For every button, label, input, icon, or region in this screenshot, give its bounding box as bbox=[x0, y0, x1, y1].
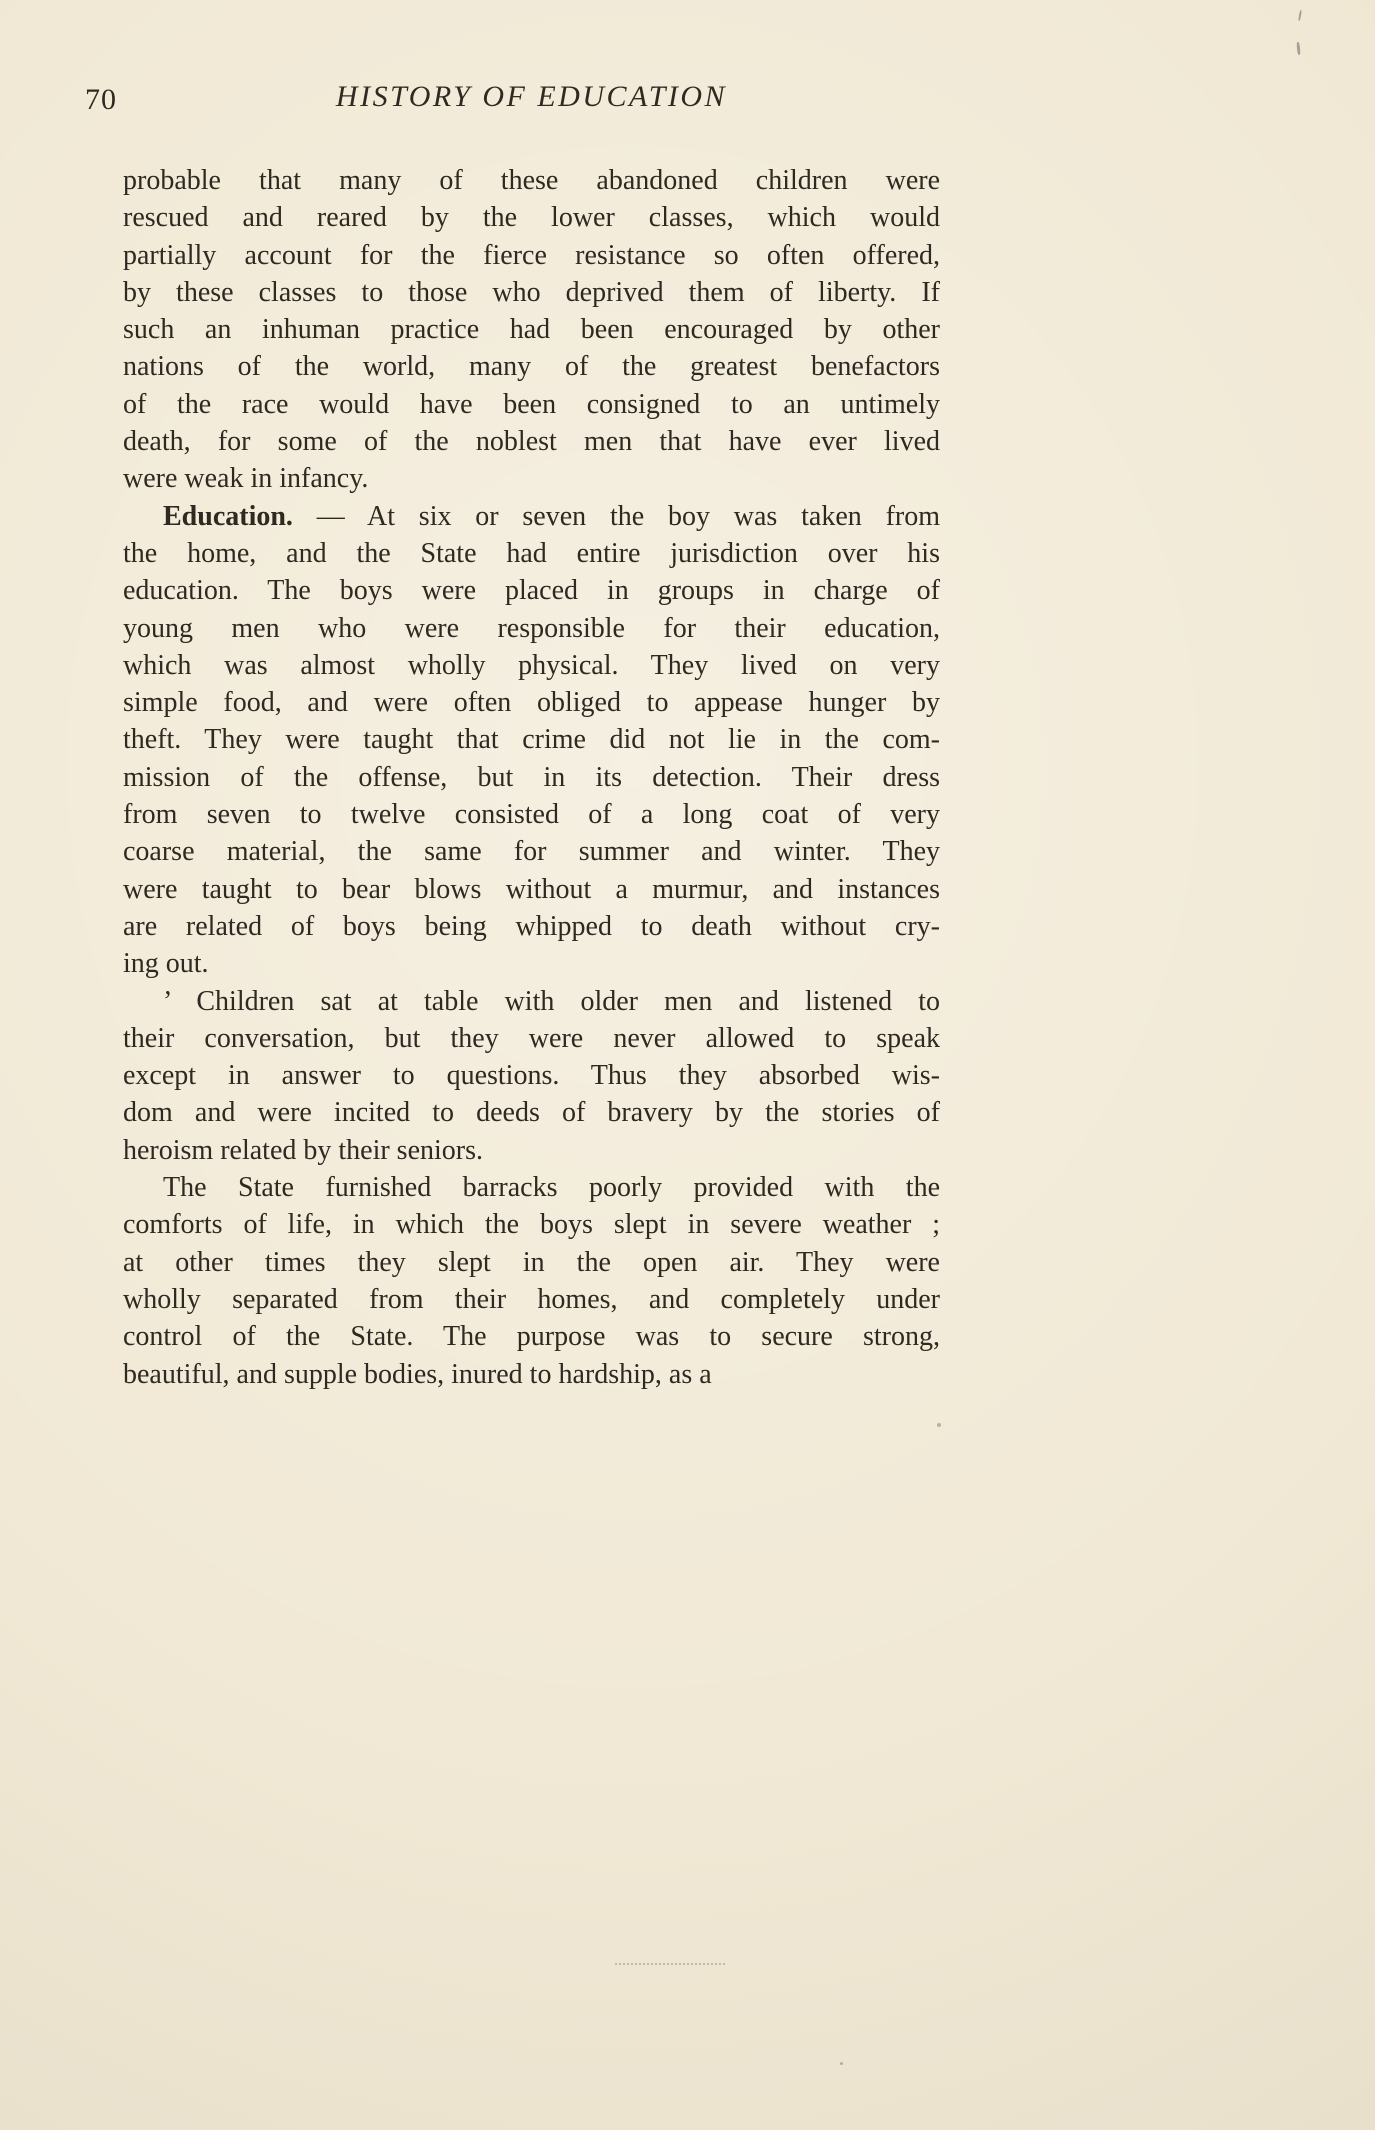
text-line: education. The boys were placed in groups in charge of bbox=[123, 575, 940, 607]
text-line: comforts of life, in which the boys slept in severe weather ; bbox=[123, 1209, 940, 1241]
text-line: from seven to twelve consisted of a long coat of very bbox=[123, 799, 940, 831]
scan-artifact bbox=[1298, 10, 1302, 21]
text-line: ’ Children sat at table with older men and listened to bbox=[163, 985, 940, 1017]
paragraph bbox=[123, 162, 940, 498]
text-line: death, for some of the noblest men that have ever lived bbox=[123, 426, 940, 458]
text-block bbox=[123, 162, 940, 1393]
running-header: HISTORY OF EDUCATION bbox=[335, 80, 728, 113]
scan-artifact bbox=[840, 2062, 843, 2065]
text-line: at other times they slept in the open air. They were bbox=[123, 1246, 940, 1278]
text-line: rescued and reared by the lower classes, which would bbox=[123, 202, 940, 234]
text-line: coarse material, the same for summer and winter. They bbox=[123, 836, 940, 868]
page-number: 70 bbox=[85, 83, 117, 116]
text-line: heroism related by their seniors. bbox=[123, 1134, 484, 1166]
text-line: dom and were incited to deeds of bravery by the stories of bbox=[123, 1097, 940, 1129]
text-line: mission of the offense, but in its detection. Their dress bbox=[123, 761, 940, 793]
text-line: such an inhuman practice had been encouraged by other bbox=[123, 314, 940, 346]
text-line: their conversation, but they were never allowed to speak bbox=[123, 1022, 940, 1054]
text-line: young men who were responsible for their education, bbox=[123, 612, 940, 644]
paragraph-lead: Education. bbox=[163, 500, 293, 532]
paragraph bbox=[123, 498, 940, 983]
paragraph bbox=[123, 983, 940, 1169]
scan-artifact bbox=[1296, 42, 1300, 55]
text-line: except in answer to questions. Thus they absorbed wis- bbox=[123, 1060, 940, 1092]
text-line: theft. They were taught that crime did not lie in the com- bbox=[123, 724, 940, 756]
text-line: of the race would have been consigned to an untimely bbox=[123, 388, 940, 420]
text-line: nations of the world, many of the greatest benefactors bbox=[123, 351, 940, 383]
text-line: beautiful, and supple bodies, inured to hardship, as a bbox=[123, 1358, 712, 1390]
text-line: simple food, and were often obliged to appease hunger by bbox=[123, 687, 940, 719]
text-line: ing out. bbox=[123, 948, 209, 980]
text-line: control of the State. The purpose was to secure strong, bbox=[123, 1321, 940, 1353]
text-line: by these classes to those who deprived them of liberty. If bbox=[123, 276, 940, 308]
text-line: Education. — At six or seven the boy was taken from bbox=[163, 500, 940, 532]
text-line: which was almost wholly physical. They lived on very bbox=[123, 649, 940, 681]
page-header bbox=[85, 80, 940, 122]
text-line: probable that many of these abandoned children were bbox=[123, 165, 940, 196]
text-line: were weak in infancy. bbox=[123, 463, 369, 495]
text-line: The State furnished barracks poorly provided with the bbox=[163, 1172, 940, 1204]
text-line: partially account for the fierce resistance so often offered, bbox=[123, 239, 940, 271]
text-line: wholly separated from their homes, and completely under bbox=[123, 1283, 940, 1315]
scan-artifact bbox=[937, 1423, 941, 1427]
text-line: the home, and the State had entire jurisdiction over his bbox=[123, 537, 940, 569]
scan-artifact bbox=[615, 1963, 725, 1965]
text-line: are related of boys being whipped to death without cry- bbox=[123, 910, 940, 942]
text-line: were taught to bear blows without a murmur, and instances bbox=[123, 873, 940, 905]
paragraph bbox=[123, 1169, 940, 1393]
